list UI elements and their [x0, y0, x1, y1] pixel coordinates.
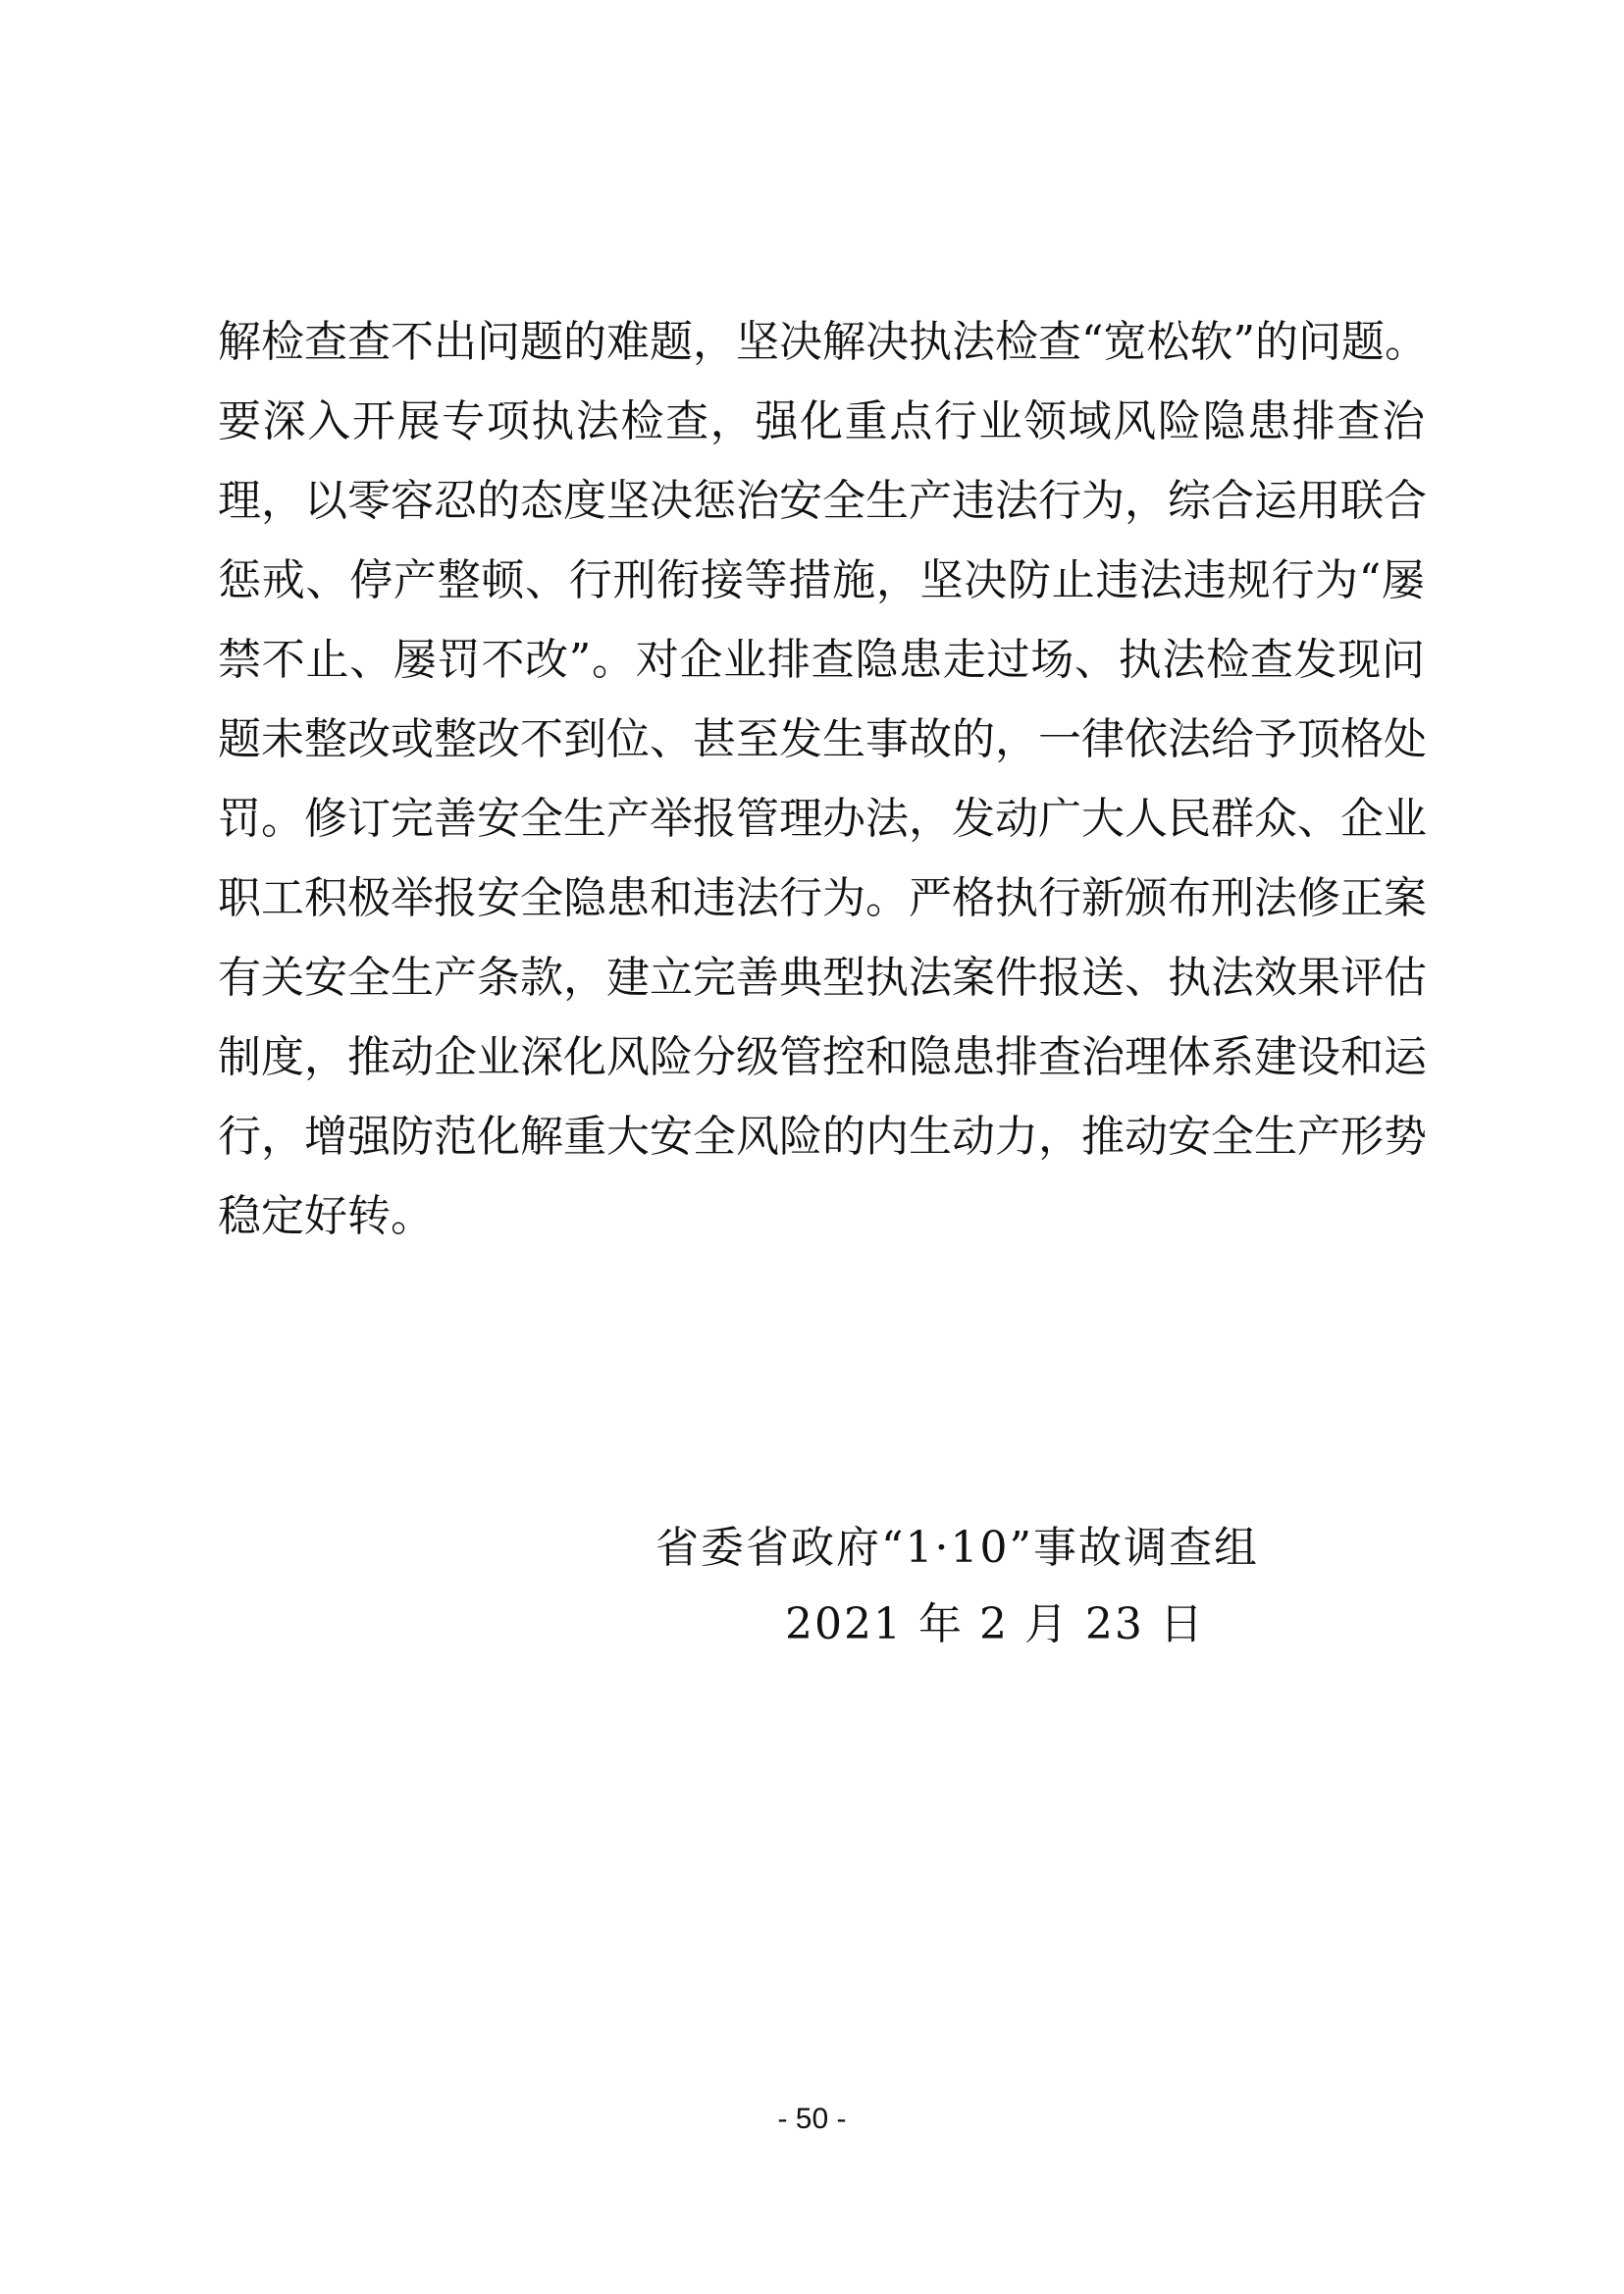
paragraph-line: 制度，推动企业深化风险分级管控和隐患排查治理体系建设和运	[218, 1032, 1427, 1082]
paragraph-line: 解检查查不出问题的难题，坚决解决执法检查“宽松软”的问题。	[218, 317, 1428, 367]
paragraph-line: 题未整改或整改不到位、甚至发生事故的，一律依法给予顶格处	[218, 714, 1427, 764]
signature-date: 2021 年 2 月 23 日	[785, 1599, 1205, 1649]
body-paragraph	[218, 302, 1428, 1256]
signature-organization: 省委省政府“1·10”事故调查组	[655, 1523, 1259, 1573]
paragraph-line: 有关安全生产条款，建立完善典型执法案件报送、执法效果评估	[218, 953, 1427, 1003]
paragraph-line: 禁不止、屡罚不改”。对企业排查隐患走过场、执法检查发现问	[218, 635, 1425, 685]
page-number: - 50 -	[777, 2103, 847, 2135]
paragraph-line: 罚。修订完善安全生产举报管理办法，发动广大人民群众、企业	[218, 794, 1427, 844]
paragraph-line: 职工积极举报安全隐患和违法行为。严格执行新颁布刑法修正案	[218, 873, 1427, 923]
paragraph-line: 要深入开展专项执法检查，强化重点行业领域风险隐患排查治	[218, 396, 1425, 446]
paragraph-line: 行，增强防范化解重大安全风险的内生动力，推动安全生产形势	[218, 1112, 1427, 1162]
paragraph-line: 理，以零容忍的态度坚决惩治安全生产违法行为，综合运用联合	[218, 476, 1427, 526]
paragraph-line: 稳定好转。	[218, 1191, 434, 1241]
paragraph-line: 惩戒、停产整顿、行刑衔接等措施，坚决防止违法违规行为“屡	[218, 555, 1425, 605]
